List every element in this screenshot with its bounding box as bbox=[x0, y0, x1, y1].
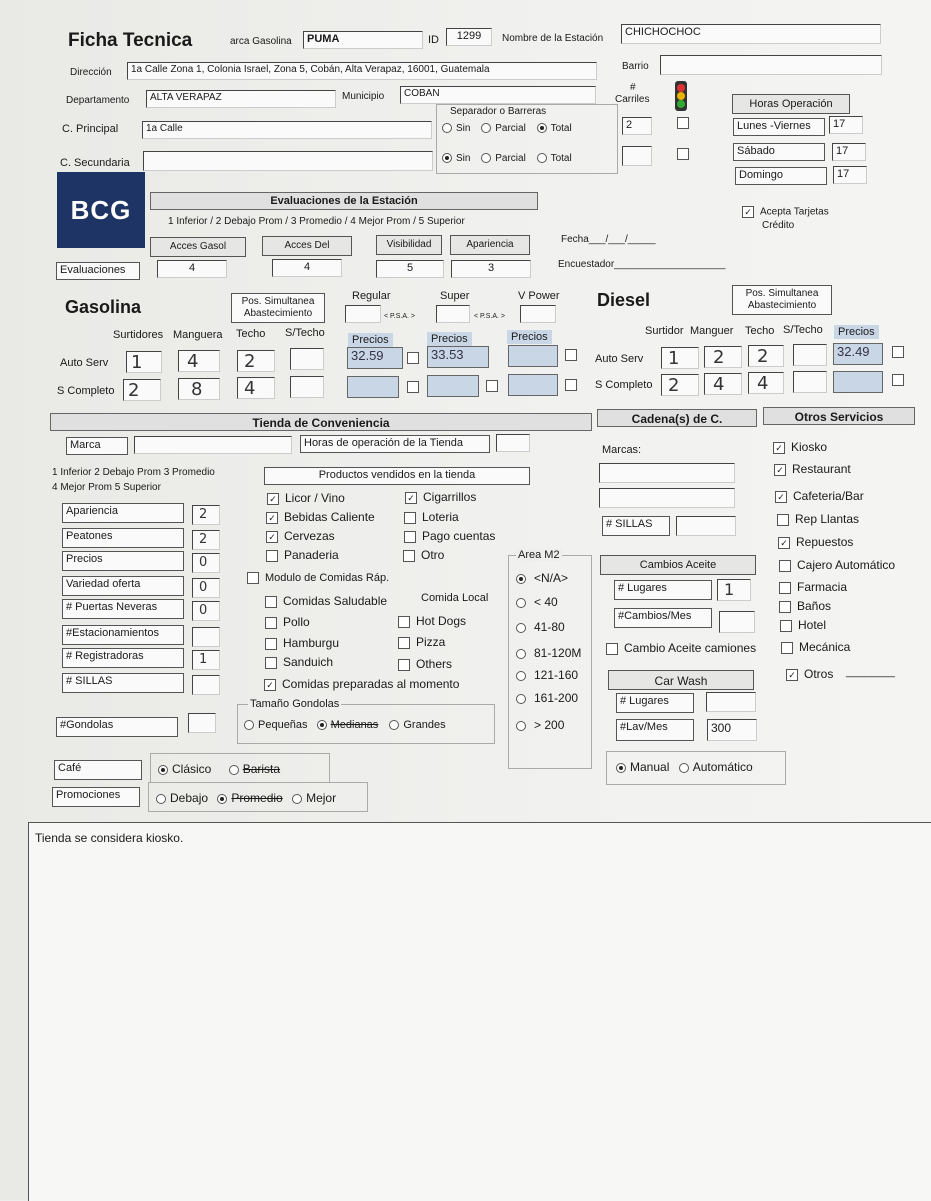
comida-check-label: Hot Dogs bbox=[416, 614, 467, 628]
notes-text: Tienda se considera kiosko. bbox=[35, 831, 184, 845]
cadena-sillas-label: # SILLAS bbox=[602, 516, 670, 536]
comida-local-label: Comida Local bbox=[421, 592, 489, 604]
otros-check-box[interactable]: ✓ bbox=[778, 537, 790, 549]
marca-field[interactable]: PUMA bbox=[303, 31, 423, 49]
tienda-row-value[interactable] bbox=[192, 675, 220, 695]
otros-check-box[interactable] bbox=[779, 601, 791, 613]
departamento-field[interactable]: ALTA VERAPAZ bbox=[146, 90, 336, 108]
precios-header-2: Precios bbox=[427, 332, 472, 346]
area-radio-dot[interactable] bbox=[516, 671, 526, 681]
tienda-row-value[interactable]: 0 bbox=[192, 601, 220, 621]
stecho-header: S/Techo bbox=[285, 327, 325, 339]
lav-mes-field[interactable]: 300 bbox=[707, 719, 757, 741]
comida-check-box[interactable] bbox=[398, 659, 410, 671]
producto-check[interactable] bbox=[404, 510, 459, 524]
secundaria-label: C. Secundaria bbox=[60, 157, 130, 169]
tienda-row-label: Peatones bbox=[62, 528, 184, 548]
gas-auto-surtidores[interactable]: 1 bbox=[126, 351, 162, 373]
diesel-auto-stecho[interactable] bbox=[793, 344, 827, 366]
marca-label: arca Gasolina bbox=[230, 36, 292, 47]
car-wash-button[interactable]: Car Wash bbox=[608, 670, 754, 690]
otros-check-label: Restaurant bbox=[792, 462, 851, 476]
gas-auto-check-1[interactable] bbox=[407, 352, 425, 364]
tienda-row-value[interactable]: 2 bbox=[192, 505, 220, 525]
techo-header: Techo bbox=[236, 328, 266, 340]
producto-check-box[interactable]: ✓ bbox=[405, 492, 417, 504]
diesel-techo-header: Techo bbox=[745, 325, 775, 337]
gondolas-label: #Gondolas bbox=[56, 717, 178, 737]
carriles-principal-field[interactable]: 2 bbox=[622, 117, 652, 135]
comida-check[interactable] bbox=[398, 657, 452, 671]
tienda-scale-1: 1 Inferior 2 Debajo Prom 3 Promedio bbox=[52, 467, 215, 478]
direccion-label: Dirección bbox=[70, 67, 112, 78]
precios-header-3: Precios bbox=[507, 330, 552, 344]
otros-line: ________ bbox=[846, 666, 895, 678]
encuestador-label: Encuestador____________________ bbox=[558, 259, 726, 270]
comida-check-label: Sanduich bbox=[283, 655, 334, 669]
vpower-label: V Power bbox=[518, 290, 560, 302]
fecha-label: Fecha___/___/_____ bbox=[561, 234, 656, 245]
horas-operacion-button[interactable]: Horas Operación bbox=[732, 94, 850, 114]
comida-check-box[interactable] bbox=[265, 657, 277, 669]
producto-check-box[interactable]: ✓ bbox=[267, 493, 279, 505]
estacion-label: Nombre de la Estación bbox=[502, 33, 604, 44]
tienda-row-label: #Estacionamientos bbox=[62, 625, 184, 645]
tienda-row-label: Precios bbox=[62, 551, 184, 571]
tienda-horas-label: Horas de operación de la Tienda bbox=[300, 435, 490, 453]
direccion-field[interactable]: 1a Calle Zona 1, Colonia Israel, Zona 5, Cobán, Alta Verapaz, 16001, Guatemala bbox=[127, 62, 597, 80]
otros-check[interactable] bbox=[773, 440, 827, 454]
modulo-comidas-check[interactable]: Modulo de Comidas Ráp. bbox=[247, 572, 389, 584]
tienda-marca-field[interactable] bbox=[134, 436, 292, 454]
diesel-stecho-header: S/Techo bbox=[783, 324, 823, 336]
tienda-row-value[interactable] bbox=[192, 627, 220, 647]
gas-completo-techo[interactable]: 4 bbox=[237, 377, 275, 399]
producto-check[interactable] bbox=[405, 490, 476, 504]
evaluaciones-scale: 1 Inferior / 2 Debajo Prom / 3 Promedio / 4 Mejor Prom / 5 Superior bbox=[168, 216, 465, 227]
diesel-completo-check[interactable] bbox=[892, 374, 910, 386]
acepta-tarjetas-check[interactable]: ✓ Acepta Tarjetas bbox=[742, 206, 829, 218]
otros-check-label: Hotel bbox=[798, 618, 827, 632]
productos-label: Productos vendidos en la tienda bbox=[264, 467, 530, 485]
gas-completo-check-3[interactable] bbox=[565, 379, 583, 391]
diesel-completo-stecho[interactable] bbox=[793, 371, 827, 393]
comida-check[interactable] bbox=[398, 614, 466, 628]
otros-check[interactable] bbox=[786, 667, 833, 681]
otros-check-box[interactable] bbox=[781, 642, 793, 654]
gas-auto-price-regular[interactable]: 32.59 bbox=[347, 347, 403, 369]
producto-check-label: Licor / Vino bbox=[285, 491, 345, 505]
otros-check-box[interactable]: ✓ bbox=[775, 491, 787, 503]
area-radio-label: > 200 bbox=[534, 718, 565, 732]
producto-check-label: Cervezas bbox=[284, 529, 335, 543]
psa-label-1: < P.S.A. > bbox=[384, 313, 416, 320]
diesel-title: Diesel bbox=[597, 290, 651, 310]
sabado-field[interactable]: 17 bbox=[832, 143, 866, 161]
lav-mes-label: #Lav/Mes bbox=[616, 719, 694, 741]
barrio-label: Barrio bbox=[622, 61, 649, 72]
producto-check-label: Pago cuentas bbox=[422, 529, 496, 543]
tienda-row-label: Variedad oferta bbox=[62, 576, 184, 596]
otros-check-box[interactable] bbox=[780, 620, 792, 632]
diesel-pos-simultanea: Pos. Simultanea Abastecimiento bbox=[732, 285, 832, 315]
apariencia-value[interactable]: 3 bbox=[451, 260, 531, 278]
departamento-label: Departamento bbox=[66, 95, 130, 106]
comida-check[interactable] bbox=[265, 655, 333, 669]
producto-check-label: Panaderia bbox=[284, 548, 339, 562]
otros-check-label: Cajero Automático bbox=[797, 558, 896, 572]
area-label: Area M2 bbox=[518, 549, 560, 561]
area-radio-label: 81-120M bbox=[534, 646, 582, 660]
comida-check-label: Pollo bbox=[283, 615, 310, 629]
estacion-field[interactable]: CHICHOCHOC bbox=[621, 24, 881, 44]
comida-check-box[interactable] bbox=[398, 637, 410, 649]
area-radio[interactable] bbox=[516, 595, 558, 609]
gas-auto-techo[interactable]: 2 bbox=[237, 350, 275, 372]
diesel-completo-price[interactable] bbox=[833, 371, 883, 393]
diesel-auto-techo[interactable]: 2 bbox=[748, 345, 784, 367]
form-title: Ficha Tecnica bbox=[68, 30, 193, 51]
area-radio[interactable] bbox=[516, 620, 565, 634]
credito-label: Crédito bbox=[762, 220, 795, 231]
marcas-field-1[interactable] bbox=[599, 463, 735, 483]
area-radio[interactable] bbox=[516, 718, 564, 732]
manguera-header: Manguera bbox=[173, 329, 223, 341]
carriles-secundaria-check[interactable] bbox=[677, 148, 695, 160]
area-radio[interactable] bbox=[516, 668, 578, 682]
visibilidad-header: Visibilidad bbox=[376, 235, 442, 255]
area-radio-dot[interactable] bbox=[516, 598, 526, 608]
promo-radios[interactable]: Debajo Promedio Mejor bbox=[156, 791, 336, 805]
gas-completo-check-1[interactable] bbox=[407, 381, 425, 393]
separador-label: Separador o Barreras bbox=[450, 106, 547, 117]
area-radio[interactable] bbox=[516, 646, 581, 660]
id-field[interactable]: 1299 bbox=[446, 28, 492, 46]
comida-check-label: Comidas preparadas al momento bbox=[282, 677, 460, 691]
regular-field[interactable] bbox=[345, 305, 381, 323]
vpower-field[interactable] bbox=[520, 305, 556, 323]
regular-label: Regular bbox=[352, 290, 391, 302]
otros-check[interactable] bbox=[777, 512, 859, 526]
producto-check-box[interactable] bbox=[404, 512, 416, 524]
gas-auto-label: Auto Serv bbox=[60, 357, 109, 369]
carriles-principal-check[interactable] bbox=[677, 117, 695, 129]
comida-check-box[interactable] bbox=[265, 638, 277, 650]
gas-completo-price-super[interactable] bbox=[427, 375, 479, 397]
cadena-title: Cadena(s) de C. bbox=[597, 409, 757, 427]
barrio-field[interactable] bbox=[660, 55, 882, 75]
cadena-sillas-field[interactable] bbox=[676, 516, 736, 536]
producto-check-label: Otro bbox=[421, 548, 445, 562]
otros-check-label: Kiosko bbox=[791, 440, 828, 454]
otros-check[interactable] bbox=[778, 535, 853, 549]
comida-check-label: Comidas Saludable bbox=[283, 594, 388, 608]
comida-check[interactable] bbox=[398, 635, 445, 649]
gas-auto-price-super[interactable]: 33.53 bbox=[427, 346, 489, 368]
gas-completo-check-2[interactable] bbox=[486, 380, 504, 392]
producto-check[interactable] bbox=[266, 548, 339, 562]
municipio-label: Municipio bbox=[342, 91, 385, 102]
comida-check[interactable] bbox=[265, 615, 310, 629]
diesel-auto-label: Auto Serv bbox=[595, 353, 644, 365]
area-radio[interactable] bbox=[516, 571, 568, 585]
surtidores-header: Surtidores bbox=[113, 329, 164, 341]
producto-check[interactable] bbox=[403, 548, 444, 562]
principal-field[interactable]: 1a Calle bbox=[142, 121, 432, 139]
area-radio-dot[interactable] bbox=[516, 649, 526, 659]
diesel-completo-surtidor[interactable]: 2 bbox=[661, 374, 699, 396]
otros-check-label: Baños bbox=[797, 599, 832, 613]
producto-check-label: Cigarrillos bbox=[423, 490, 477, 504]
otros-check[interactable] bbox=[779, 558, 895, 572]
id-label: ID bbox=[428, 34, 439, 46]
gasolina-pos-simultanea: Pos. Simultanea Abastecimiento bbox=[231, 293, 325, 323]
area-radio-dot[interactable] bbox=[516, 694, 526, 704]
otros-check-box[interactable]: ✓ bbox=[786, 669, 798, 681]
diesel-surtidor-header: Surtidor bbox=[645, 325, 684, 337]
gondolas-field[interactable] bbox=[188, 713, 216, 733]
gas-auto-price-vpower[interactable] bbox=[508, 345, 558, 367]
otros-check-label: Mecánica bbox=[799, 640, 851, 654]
producto-check[interactable] bbox=[266, 510, 375, 524]
domingo-field[interactable]: 17 bbox=[833, 166, 867, 184]
lavado-radios[interactable]: Manual Automático bbox=[616, 760, 753, 774]
evaluaciones-title: Evaluaciones de la Estación bbox=[150, 192, 538, 210]
otros-check-box[interactable] bbox=[777, 514, 789, 526]
producto-check-box[interactable] bbox=[266, 550, 278, 562]
diesel-auto-surtidor[interactable]: 1 bbox=[661, 347, 699, 369]
bcg-logo: BCG bbox=[57, 172, 145, 248]
otros-check[interactable] bbox=[780, 618, 826, 632]
area-radio-label: 121-160 bbox=[534, 668, 579, 682]
otros-check-box[interactable] bbox=[779, 582, 791, 594]
carriles-hash: # bbox=[630, 82, 636, 93]
tienda-row-label: Apariencia bbox=[62, 503, 184, 523]
super-field[interactable] bbox=[436, 305, 470, 323]
traffic-light-icon bbox=[670, 80, 692, 112]
acces-gasol-header: Acces Gasol bbox=[150, 237, 246, 257]
promociones-label: Promociones bbox=[52, 787, 140, 807]
otros-check-label: Repuestos bbox=[796, 535, 854, 549]
visibilidad-value[interactable]: 5 bbox=[376, 260, 444, 278]
otros-check[interactable] bbox=[779, 599, 831, 613]
comida-check[interactable] bbox=[264, 677, 459, 691]
comida-check-box[interactable] bbox=[265, 617, 277, 629]
tienda-row-value[interactable]: 0 bbox=[192, 578, 220, 598]
gas-auto-stecho[interactable] bbox=[290, 348, 324, 370]
carriles-secundaria-field[interactable] bbox=[622, 146, 652, 166]
tamano-label: Tamaño Gondolas bbox=[250, 698, 340, 710]
cw-lugares-label: # Lugares bbox=[616, 693, 694, 713]
lugares-label: # Lugares bbox=[614, 580, 712, 600]
carriles-label: Carriles bbox=[615, 94, 650, 105]
producto-check-label: Bebidas Caliente bbox=[284, 510, 375, 524]
gasolina-title: Gasolina bbox=[65, 297, 142, 317]
area-radio-dot[interactable] bbox=[516, 623, 526, 633]
lunes-field[interactable]: 17 bbox=[829, 116, 863, 134]
cambios-mes-field[interactable] bbox=[719, 611, 755, 633]
apariencia-header: Apariencia bbox=[450, 235, 530, 255]
psa-label-2: < P.S.A. > bbox=[474, 313, 506, 320]
otros-check-label: Cafeteria/Bar bbox=[793, 489, 864, 503]
comida-check-label: Hamburgu bbox=[283, 636, 340, 650]
area-radio-dot[interactable] bbox=[516, 721, 526, 731]
secundaria-field[interactable] bbox=[143, 151, 433, 171]
marcas-field-2[interactable] bbox=[599, 488, 735, 508]
diesel-precios-header: Precios bbox=[834, 325, 879, 339]
otros-check-box[interactable]: ✓ bbox=[773, 442, 785, 454]
otros-check-box[interactable] bbox=[779, 560, 791, 572]
cambios-mes-label: #Cambios/Mes bbox=[614, 608, 712, 628]
gas-completo-manguera[interactable]: 8 bbox=[178, 378, 220, 400]
otros-check-box[interactable]: ✓ bbox=[774, 464, 786, 476]
area-radio-label: <N/A> bbox=[534, 571, 569, 585]
tienda-title: Tienda de Conveniencia bbox=[50, 413, 592, 431]
comida-check-box[interactable]: ✓ bbox=[264, 679, 276, 691]
tienda-scale-2: 4 Mejor Prom 5 Superior bbox=[52, 482, 161, 493]
producto-check-box[interactable] bbox=[404, 531, 416, 543]
otros-check[interactable] bbox=[781, 640, 850, 654]
gas-completo-label: S Completo bbox=[57, 385, 115, 397]
notes-area[interactable] bbox=[28, 822, 931, 1201]
municipio-field[interactable]: COBAN bbox=[400, 86, 596, 104]
tienda-row-value[interactable]: 1 bbox=[192, 650, 220, 670]
producto-check-box[interactable] bbox=[403, 550, 415, 562]
gas-completo-surtidores[interactable]: 2 bbox=[123, 379, 161, 401]
cafe-radios[interactable]: Clásico Barista bbox=[158, 762, 280, 776]
sabado-label: Sábado bbox=[733, 143, 825, 161]
producto-check-box[interactable]: ✓ bbox=[266, 512, 278, 524]
otros-check[interactable] bbox=[774, 462, 851, 476]
tienda-row-label: # Registradoras bbox=[62, 648, 184, 668]
precios-header-1: Precios bbox=[348, 333, 393, 347]
tamano-radios[interactable]: Pequeñas Medianas Grandes bbox=[244, 719, 446, 731]
producto-check-label: Loteria bbox=[422, 510, 459, 524]
tienda-horas-field[interactable] bbox=[496, 434, 530, 452]
otros-check-label: Rep Llantas bbox=[795, 512, 860, 526]
tienda-row-value[interactable]: 2 bbox=[192, 530, 220, 550]
area-group bbox=[508, 555, 592, 769]
cafe-label: Café bbox=[54, 760, 142, 780]
tienda-row-label: # Puertas Neveras bbox=[62, 599, 184, 619]
tienda-marca-label: Marca bbox=[66, 437, 128, 455]
diesel-auto-check[interactable] bbox=[892, 346, 910, 358]
marcas-label: Marcas: bbox=[602, 444, 642, 456]
tienda-row-value[interactable]: 0 bbox=[192, 553, 220, 573]
comida-check[interactable] bbox=[265, 636, 339, 650]
diesel-manguer-header: Manguer bbox=[690, 325, 734, 337]
cw-lugares-field[interactable] bbox=[706, 692, 756, 712]
otros-title: Otros Servicios bbox=[763, 407, 915, 425]
domingo-label: Domingo bbox=[735, 167, 827, 185]
otros-check[interactable] bbox=[779, 580, 847, 594]
area-radio-dot[interactable] bbox=[516, 574, 526, 584]
diesel-completo-manguer[interactable]: 4 bbox=[704, 373, 742, 395]
comida-check-box[interactable] bbox=[265, 596, 277, 608]
sep-principal-radios[interactable]: Sin Parcial Total bbox=[442, 123, 572, 134]
gas-completo-stecho[interactable] bbox=[290, 376, 324, 398]
lunes-label: Lunes -Viernes bbox=[733, 118, 825, 136]
gas-auto-check-3[interactable] bbox=[565, 349, 583, 361]
comida-check[interactable] bbox=[265, 594, 387, 608]
diesel-auto-price[interactable]: 32.49 bbox=[833, 343, 883, 365]
evaluaciones-label: Evaluaciones bbox=[56, 262, 140, 280]
comida-check-label: Pizza bbox=[416, 635, 446, 649]
gas-completo-price-regular[interactable] bbox=[347, 376, 399, 398]
cambios-aceite-button[interactable]: Cambios Aceite bbox=[600, 555, 756, 575]
acces-del-value[interactable]: 4 bbox=[272, 259, 342, 277]
lugares-field[interactable]: 1 bbox=[717, 579, 751, 601]
aceite-camiones-check[interactable]: Cambio Aceite camiones bbox=[606, 641, 756, 655]
producto-check[interactable] bbox=[404, 529, 495, 543]
comida-check-label: Others bbox=[416, 657, 453, 671]
diesel-completo-techo[interactable]: 4 bbox=[748, 372, 784, 394]
otros-check-label: Otros bbox=[804, 667, 834, 681]
gas-completo-price-vpower[interactable] bbox=[508, 374, 558, 396]
producto-check[interactable] bbox=[266, 529, 335, 543]
sep-secundaria-radios[interactable]: Sin Parcial Total bbox=[442, 153, 572, 164]
producto-check-box[interactable]: ✓ bbox=[266, 531, 278, 543]
producto-check[interactable] bbox=[267, 491, 345, 505]
comida-check-box[interactable] bbox=[398, 616, 410, 628]
acces-del-header: Acces Del bbox=[262, 236, 352, 256]
acces-gasol-value[interactable]: 4 bbox=[157, 260, 227, 278]
principal-label: C. Principal bbox=[62, 123, 119, 135]
otros-check[interactable] bbox=[775, 489, 864, 503]
diesel-auto-manguer[interactable]: 2 bbox=[704, 346, 742, 368]
area-radio-label: 41-80 bbox=[534, 620, 565, 634]
area-radio[interactable] bbox=[516, 691, 578, 705]
area-radio-label: < 40 bbox=[534, 595, 558, 609]
area-radio-label: 161-200 bbox=[534, 691, 579, 705]
gas-auto-manguera[interactable]: 4 bbox=[178, 350, 220, 372]
diesel-completo-label: S Completo bbox=[595, 379, 653, 391]
tienda-row-label: # SILLAS bbox=[62, 673, 184, 693]
otros-check-label: Farmacia bbox=[797, 580, 848, 594]
super-label: Super bbox=[440, 290, 470, 302]
